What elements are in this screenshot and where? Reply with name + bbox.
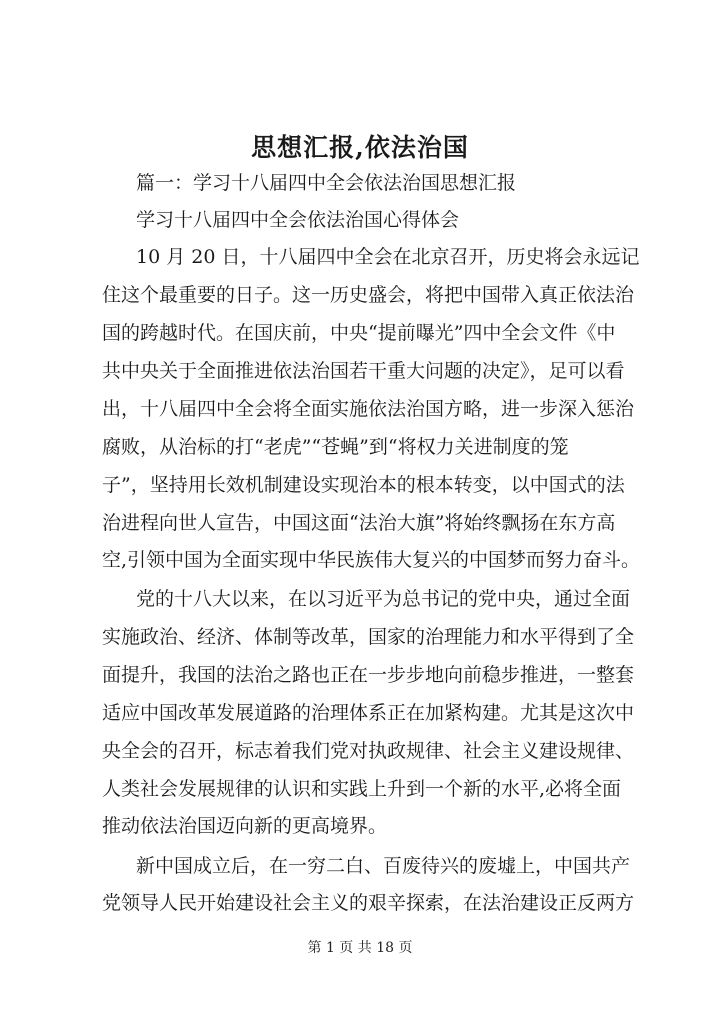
paragraph-line: 出，十八届四中全会将全面实施依法治国方略，进一步深入惩治 xyxy=(102,398,635,420)
paragraph-line: 面提升，我国的法治之路也正在一步步地向前稳步推进，一整套 xyxy=(102,664,635,686)
paragraph-line: 共中央关于全面推进依法治国若干重大问题的决定》，足可以看 xyxy=(102,360,625,382)
paragraph-line: 党领导人民开始建设社会主义的艰辛探索，在法治建设正反两方 xyxy=(102,892,635,914)
paragraph-line: 新中国成立后，在一穷二白、百废待兴的废墟上，中国共产 xyxy=(136,855,631,877)
paragraph-line: 适应中国改革发展道路的治理体系正在加紧构建。尤其是这次中 xyxy=(102,702,635,724)
paragraph-line: 住这个最重要的日子。这一历史盛会，将把中国带入真正依法治 xyxy=(102,284,635,306)
paragraph-line: 推动依法治国迈向新的更高境界。 xyxy=(102,815,388,837)
paragraph-line: 空,引领中国为全面实现中华民族伟大复兴的中国梦而努力奋斗。 xyxy=(102,549,641,571)
paragraph-line: 腐败，从治标的打“老虎”“苍蝇”到“将权力关进制度的笼 xyxy=(102,436,569,458)
paragraph-line: 子”，坚持用长效机制建设实现治本的根本转变，以中国式的法 xyxy=(102,474,625,496)
paragraph-line: 国的跨越时代。在国庆前，中央“提前曝光”四中全会文件《中 xyxy=(102,322,616,344)
subheading: 学习十八届四中全会依法治国心得体会 xyxy=(136,209,460,231)
document-title: 思想汇报,依法治国 xyxy=(251,133,469,162)
paragraph-line: 10 月 20 日，十八届四中全会在北京召开，历史将会永远记 xyxy=(136,246,640,268)
paragraph-line: 央全会的召开，标志着我们党对执政规律、社会主义建设规律、 xyxy=(102,740,635,762)
paragraph-line: 治进程向世人宣告，中国这面“法治大旗”将始终飘扬在东方高 xyxy=(102,512,616,534)
section-heading: 篇一：学习十八届四中全会依法治国思想汇报 xyxy=(136,172,517,194)
paragraph-line: 人类社会发展规律的认识和实践上升到一个新的水平,必将全面 xyxy=(102,778,622,800)
paragraph-line: 党的十八大以来，在以习近平为总书记的党中央，通过全面 xyxy=(136,588,631,610)
paragraph-line: 实施政治、经济、体制等改革，国家的治理能力和水平得到了全 xyxy=(102,626,635,648)
page-number-footer: 第 1 页 共 18 页 xyxy=(307,940,413,956)
